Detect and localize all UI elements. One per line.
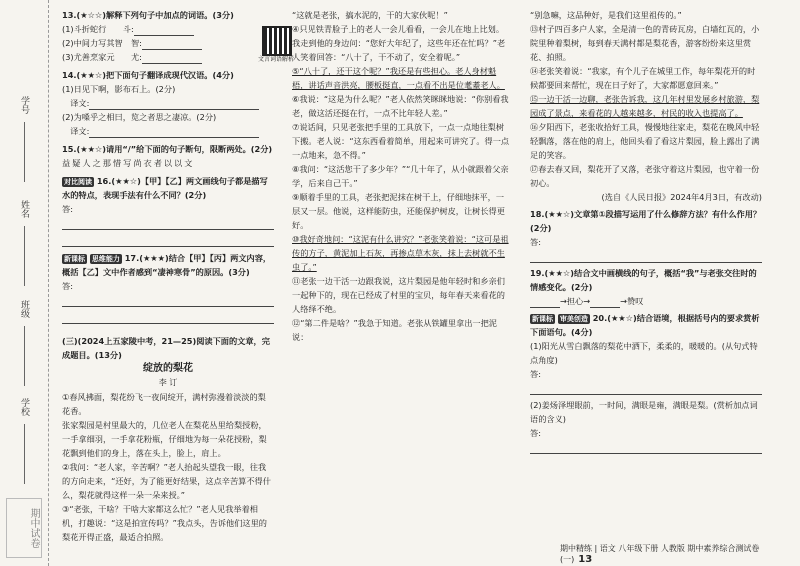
article-para: ⑪老张一边干活一边跟我说，这片梨园是他年轻时和乡亲们一起种下的，现在已经成了村里的宝贝，每年春天来看花的人络绎不绝。	[292, 276, 505, 314]
q14-item-1: (1)日见下啊，影布石上。(2分)	[62, 84, 176, 94]
article-para: “别急嘛，这品种好，是我们这里祖传的。”	[530, 10, 682, 20]
q13-head: 13.(★☆☆)解释下列句子中加点的词语。(3分)	[62, 10, 234, 20]
page-footer: 期中精练 | 语文 八年级下册 人教版 期中素养综合测试卷(一) 13	[560, 544, 760, 565]
article-title: 绽放的梨花	[143, 363, 193, 374]
article-para: ③“老张，干啥？干啥大家都这么忙？”老人见我举着相机，打趣说：“这是拍宣传吗？”我点头，告诉他们这里的梨花开得正盛，最适合拍照。	[62, 504, 267, 542]
q17-answer-label: 答:	[62, 281, 73, 291]
article-para: ⑭老张笑着说：“我家，有个儿子在城里工作，每年梨花开的时候都要回来帮忙，现在日子好了，大家都愿意回来。”	[530, 66, 756, 90]
binding-margin	[0, 0, 49, 566]
student-id-label: 学号	[19, 96, 29, 114]
q17-answer-line[interactable]	[62, 293, 274, 307]
q14-translation-2: 译文:	[62, 124, 274, 138]
article-para: ⑯夕阳西下，老张收拾好工具，慢慢地往家走，梨花在晚风中轻轻飘落，落在他的肩上，他回头看了看这片梨园，脸上露出了满足的笑容。	[530, 122, 760, 160]
column-3	[530, 8, 762, 457]
class-line	[24, 326, 25, 386]
q15-sentence: 益疑人之那惜写尚衣者以以文	[62, 158, 195, 168]
q17-answer-line[interactable]	[62, 310, 274, 324]
q16-answer-line[interactable]	[62, 216, 274, 230]
article-para-underlined: ⑮一边干活一边聊，老张告诉我，这几年村里发展乡村旅游，梨园成了景点，来看花的人越来越多，村民的收入也提高了。	[530, 94, 760, 118]
article-para: ⑦说话间，只见老张把手里的工具放下，一点一点地往梨树下搬。老人说：“这东西看着简单，用起来可讲究了。得一点一点地来，急不得。”	[292, 122, 510, 160]
q13-item-2: (2)中间力写其智 智:	[62, 36, 274, 50]
article-source: (选自《人民日报》2024年4月3日，有改动)	[601, 192, 762, 202]
q17-head: 新课标 思维能力 17.(★★★)结合【甲】【丙】两文内容，概括【乙】文中作者感到“凄神寒骨”的原因。(3分)	[62, 253, 272, 277]
class-label: 班级	[19, 300, 29, 318]
q20-answer-label-1: 答:	[530, 369, 541, 379]
q18-answer-label: 答:	[530, 237, 541, 247]
qr-caption: 文言词语解析	[258, 56, 295, 63]
q18-answer-line[interactable]	[530, 249, 762, 263]
column-2	[292, 8, 512, 344]
q16-head: 对比阅读 16.(★★☆)【甲】【乙】两文画线句子都是描写水的特点，表现手法有什么不同？(2分)	[62, 176, 268, 200]
page-number: 13	[578, 554, 593, 565]
q20-answer-line[interactable]	[530, 381, 762, 395]
q13-item-1: (1)斗折蛇行 斗:	[62, 22, 274, 36]
article-para: ⑬村子四百多户人家，全是清一色的青砖瓦房，白墙红瓦的，小院里种着梨树，每到春天满村都是梨花香，游客纷纷来这里赏花、拍照。	[530, 24, 760, 62]
q18-head: 18.(★★☆)文章第①段描写运用了什么修辞方法？有什么作用？(2分)	[530, 209, 762, 233]
section-3-head: (三)(2024上五家陵中考，21—25)阅读下面的文章，完成题目。(13分)	[62, 336, 270, 360]
q20-answer-label-2: 答:	[530, 428, 541, 438]
q14-item-2: (2)为嗓乎之相曰，览之者思之凄凉。(2分)	[62, 112, 217, 122]
name-label: 姓名	[19, 200, 29, 218]
q20-answer-line[interactable]	[530, 440, 762, 454]
article-para: 张家梨园是村里最大的，几位老人在梨花丛里给梨授粉，一手拿细羽，一手拿花粉瓶，仔细地为每一朵花授粉，梨花飘到他们的身上，落在头上，脸上，肩上。	[62, 420, 267, 458]
article-para: “这就是老张，搞水泥的，干的大家伙呢！”	[292, 10, 448, 20]
school-label: 学校	[19, 398, 29, 416]
q20-item-2: (2)姜炀泽埋眼前，一时间，满眼是雍，满眼是梨。(赏析加点词语的含义)	[530, 400, 758, 424]
article-para: ②我问：“老人家，辛苦啊？”老人抬起头望我一眼，往我的方向走来，“还好，为了能更好结果，这点辛苦算不得什么，梨花就得这样一朵一朵来授。”	[62, 462, 271, 500]
q16-answer-label: 答:	[62, 204, 73, 214]
article-author: 李 订	[158, 378, 178, 387]
article-para: ④只见铁青脸子上的老人一会儿看看，一会儿在地上比划。我走到他的身边问：“您好大年纪了，这些年还在忙吗？”老人笑着回答：“八十了，干不动了，安全着呢。”	[292, 24, 506, 62]
name-line	[24, 226, 25, 286]
q19-head: 19.(★★☆)结合文中画横线的句子，概括“我”与老张交往时的情感变化。(2分)	[530, 268, 757, 292]
q19-flow: →担心→ →赞叹	[530, 294, 762, 308]
column-1	[62, 8, 274, 544]
article-para: ⑥我说：“这是为什么呢？”老人依然笑眯眯地说：“你别看我老，做这活还挺在行，一点不比年轻人差。”	[292, 94, 509, 118]
q13-item-3: (3)尤善烹家元 尤:	[62, 50, 274, 64]
q20-item-1: (1)阳光从雪白飘落的梨花中洒下，柔柔的，暖暖的。(从句式特点角度)	[530, 341, 758, 365]
q16-tag: 对比阅读	[64, 178, 92, 186]
article-para: ①春风拂面，梨花纷飞一夜间绽开，满村弥漫着淡淡的梨花香。	[62, 392, 266, 416]
q20-head: 新课标 审美创造 20.(★★☆)结合语境，根据括号内的要求赏析下面语句。(4分)	[530, 313, 760, 337]
article-para: ⑨顺着手里的工具，老张把泥抹在树干上，仔细地抹平，一层又一层。他说，这样能防虫，还能保护树皮，让树长得更好。	[292, 192, 505, 230]
article-para-underlined: ⑤“八十了，还干这个呢？”我还是有些担心。老人身材魁梧，讲话声音洪亮，腰板挺直，一点看不出是位耄耋老人。	[292, 66, 505, 90]
q16-answer-line[interactable]	[62, 233, 274, 247]
article-para-underlined: ⑩我好奇地问：“这泥有什么讲究？”老张笑着说：“这可是祖传的方子，黄泥加上石灰，再掺点草木灰，抹上去树就不生虫了。”	[292, 234, 509, 272]
school-line	[24, 424, 25, 484]
article-para: ⑰春去春又回，梨花开了又落，老张守着这片梨园，也守着一份初心。	[530, 164, 760, 188]
student-id-line	[24, 122, 25, 182]
q14-translation-1: 译文:	[62, 96, 274, 110]
q15-head: 15.(★★☆)请用“/”给下面的句子断句，限断两处。(2分)	[62, 144, 273, 154]
article-para: ⑫“第二件是啥？”我急于知道。老张从铁罐里拿出一把泥说：	[292, 318, 497, 342]
q14-head: 14.(★★☆)把下面句子翻译成现代汉语。(4分)	[62, 70, 234, 80]
exam-logo: 期中试卷	[6, 498, 42, 558]
article-para: ⑧我问：“这活您干了多少年？”“几十年了，从小就跟着父亲学，后来自己干。”	[292, 164, 509, 188]
